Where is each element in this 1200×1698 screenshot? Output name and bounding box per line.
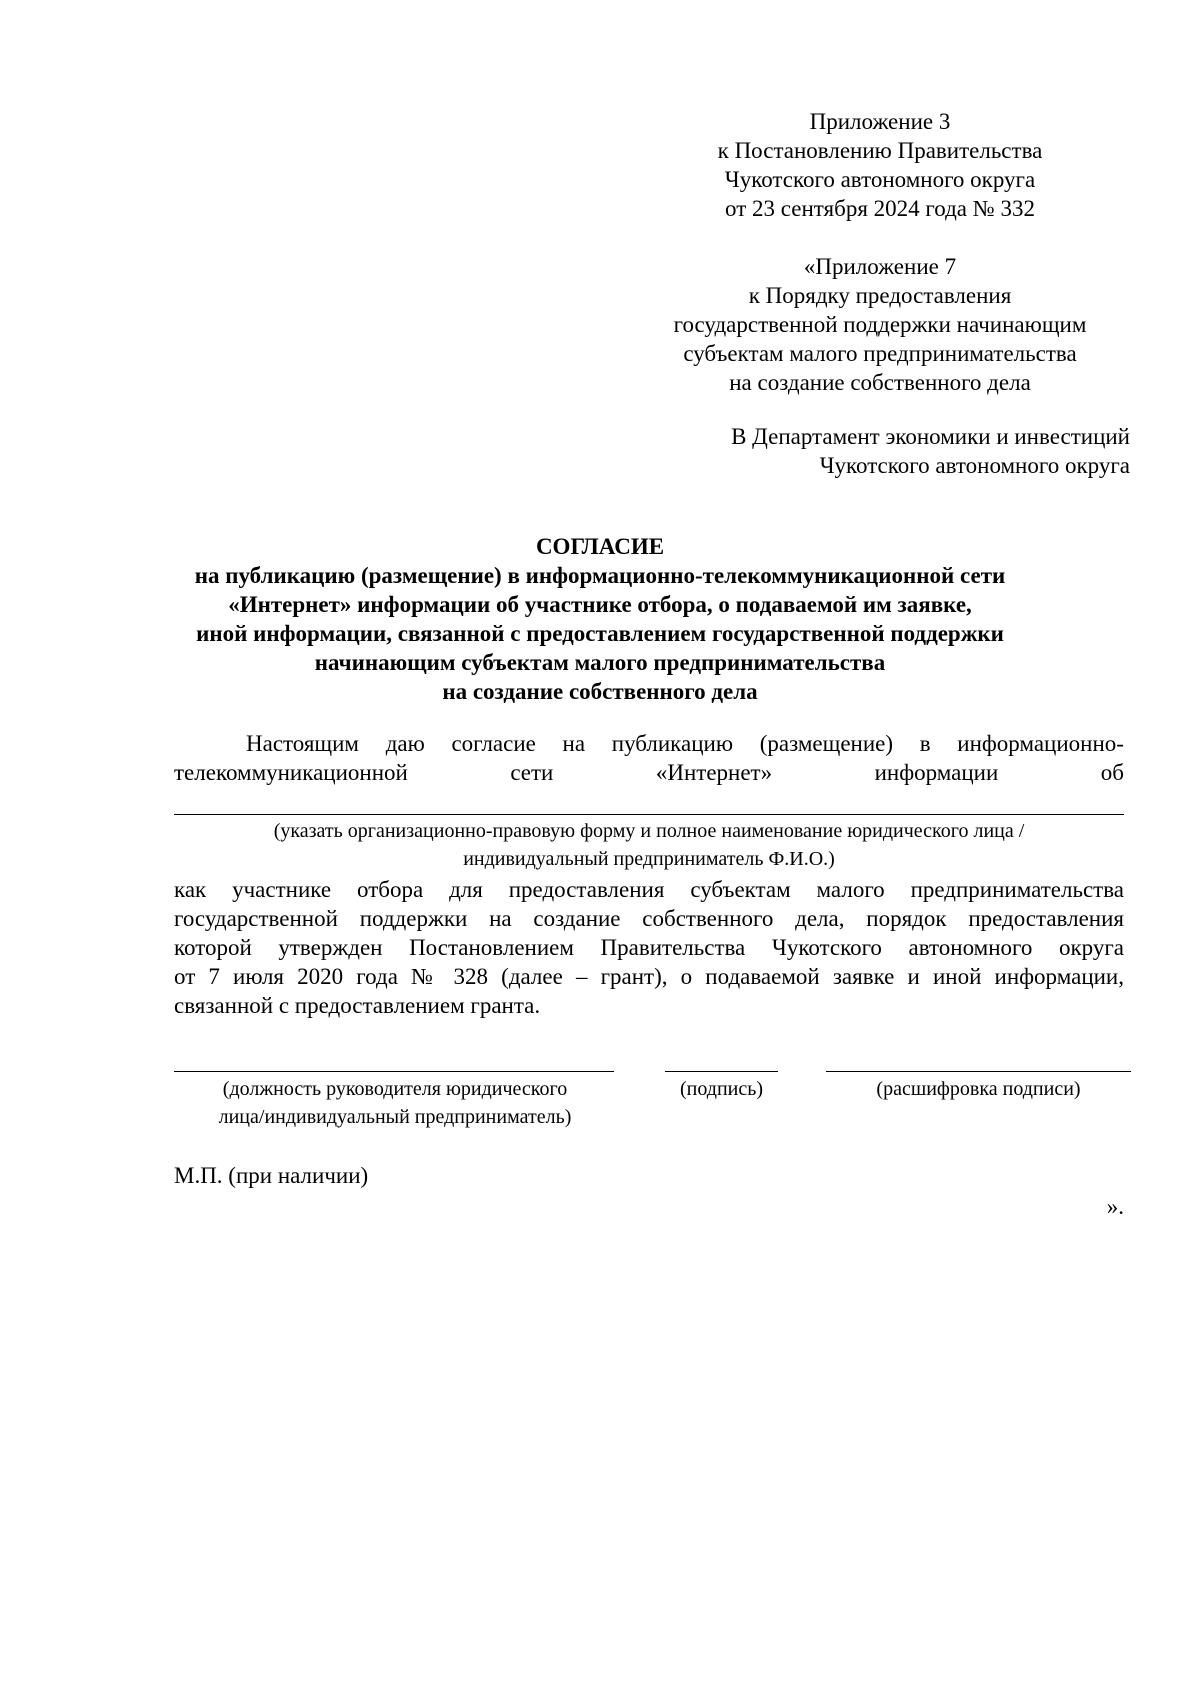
intro-word: информационно- — [957, 731, 1124, 756]
body-paragraph — [174, 875, 1124, 1020]
addressee — [640, 422, 1130, 480]
order-appendix-line: государственной поддержки начинающим — [673, 312, 1087, 337]
entity-hint-line: индивидуальный предприниматель Ф.И.О.) — [463, 848, 835, 870]
order-appendix-line: на создание собственного дела — [729, 370, 1031, 395]
intro-word: согласие — [451, 731, 536, 756]
order-appendix-line: субъектам малого предпринимательства — [683, 341, 1077, 366]
order-appendix-header — [630, 252, 1130, 397]
body-line: связанной с предоставлением гранта. — [174, 993, 541, 1018]
title-line: на публикацию (размещение) в информационно-телекоммуникационной сети — [194, 563, 1006, 588]
entity-hint — [174, 817, 1124, 873]
appendix-header-line: Чукотского автономного округа — [724, 167, 1036, 192]
intro-line-2 — [174, 758, 1124, 787]
intro-word: даю — [385, 731, 425, 756]
stamp-note: М.П. (при наличии) — [174, 1163, 369, 1188]
appendix-header-line: к Постановлению Правительства — [717, 138, 1043, 163]
body-line: как участнике отбора для предоставления субъектам малого предпринимательства — [174, 877, 1124, 902]
signature-decode-label: (расшифровка подписи) — [876, 1078, 1081, 1100]
appendix-header — [650, 107, 1110, 223]
intro-word: информации — [874, 760, 999, 785]
title-line: на создание собственного дела — [442, 679, 758, 704]
title-line: иной информации, связанной с предоставлением государственной поддержки — [196, 621, 1004, 646]
position-label-line: (должность руководителя юридического — [222, 1078, 568, 1100]
intro-paragraph — [174, 729, 1124, 787]
addressee-line: В Департамент экономики и инвестиций — [731, 424, 1130, 449]
intro-word: «Интернет» — [655, 760, 773, 785]
entity-name-fill-line[interactable] — [174, 814, 1124, 815]
intro-word: на — [562, 731, 586, 756]
title-main: СОГЛАСИЕ — [535, 534, 665, 559]
position-label-line: лица/индивидуальный предприниматель) — [218, 1106, 572, 1128]
title-line: «Интернет» информации об участнике отбора, о подаваемой им заявке, — [228, 592, 972, 617]
order-appendix-line: к Порядку предоставления — [748, 283, 1012, 308]
entity-hint-line: (указать организационно-правовую форму и полное наименование юридического лица / — [273, 820, 1025, 842]
body-line: которой утвержден Постановлением Правительства Чукотского автономного округа — [174, 935, 1124, 960]
intro-word: в — [919, 731, 931, 756]
position-fill-line[interactable] — [174, 1071, 614, 1072]
title-line: начинающим субъектам малого предпринимательства — [314, 650, 886, 675]
closing-quote: ». — [1106, 1194, 1124, 1219]
body-line: от 7 июля 2020 года № 328 (далее – грант), о подаваемой заявке и иной информации, — [174, 964, 1124, 989]
position-label — [160, 1075, 630, 1131]
intro-word: публикацию — [611, 731, 734, 756]
appendix-header-line: от 23 сентября 2024 года № 332 — [725, 196, 1035, 221]
intro-word: об — [1100, 760, 1124, 785]
intro-word: сети — [510, 760, 554, 785]
signature-label: (подпись) — [679, 1078, 764, 1100]
signature-fill-line[interactable] — [665, 1071, 778, 1072]
signature-decode-fill-line[interactable] — [826, 1071, 1131, 1072]
body-line: государственной поддержки на создание собственного дела, порядок предоставления — [174, 906, 1124, 931]
addressee-line: Чукотского автономного округа — [819, 453, 1130, 478]
intro-word: Настоящим — [246, 731, 359, 756]
intro-word: телекоммуникационной — [174, 760, 408, 785]
intro-word: (размещение) — [759, 731, 894, 756]
document-title — [150, 532, 1050, 706]
intro-line-1 — [246, 729, 1124, 758]
appendix-header-line: Приложение 3 — [809, 109, 951, 134]
order-appendix-line: «Приложение 7 — [803, 254, 957, 279]
